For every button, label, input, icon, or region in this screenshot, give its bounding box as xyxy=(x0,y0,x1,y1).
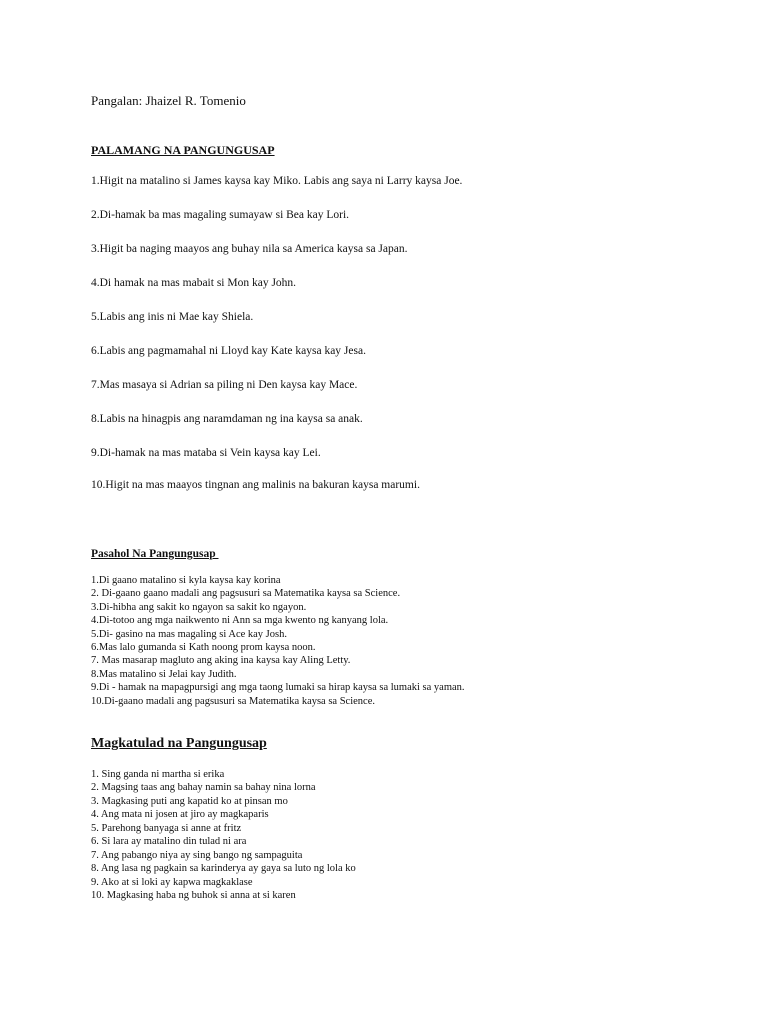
list-item: 10.Higit na mas maayos tingnan ang malinis na bakuran kaysa marumi. xyxy=(91,479,420,491)
list-item: 2.Di-hamak ba mas magaling sumayaw si Bea kay Lori. xyxy=(91,209,350,221)
section-heading-pasahol: Pasahol Na Pangungusap xyxy=(91,548,219,560)
section-heading-magkatulad: Magkatulad na Pangungusap xyxy=(91,736,267,751)
list-item: 6. Si lara ay matalino din tulad ni ara xyxy=(91,836,247,848)
list-item: 3. Magkasing puti ang kapatid ko at pinsan mo xyxy=(91,795,288,807)
list-item: 5.Labis ang inis ni Mae kay Shiela. xyxy=(91,311,254,323)
list-item: 1. Sing ganda ni martha si erika xyxy=(91,769,225,780)
list-item: 8. Ang lasa ng pagkain sa karinderya ay gaya sa luto ng lola ko xyxy=(91,863,356,875)
list-item: 3.Di-hibha ang sakit ko ngayon sa sakit ko ngayon. xyxy=(91,601,307,613)
list-item: 4. Ang mata ni josen at jiro ay magkaparis xyxy=(91,809,269,821)
list-item: 3.Higit ba naging maayos ang buhay nila sa America kaysa sa Japan. xyxy=(91,243,408,255)
section-heading-palamang: PALAMANG NA PANGUNGUSAP xyxy=(91,143,275,157)
list-item: 6.Mas lalo gumanda si Kath noong prom kaysa noon. xyxy=(91,641,316,653)
sentence-list-palamang xyxy=(91,164,462,500)
list-item: 9. Ako at si loki ay kapwa magkaklase xyxy=(91,876,253,888)
list-item: 9.Di - hamak na mapagpursigi ang mga taong lumaki sa hirap kaysa sa lumaki sa yaman. xyxy=(91,682,465,694)
list-item: 5. Parehong banyaga si anne at fritz xyxy=(91,822,242,834)
list-item: 7.Mas masaya si Adrian sa piling ni Den kaysa kay Mace. xyxy=(91,379,358,391)
list-item: 4.Di hamak na mas mabait si Mon kay John. xyxy=(91,277,297,289)
list-item: 1.Higit na matalino si James kaysa kay Miko. Labis ang saya ni Larry kaysa Joe. xyxy=(91,175,463,187)
list-item: 8.Mas matalino si Jelai kay Judith. xyxy=(91,668,237,680)
list-item: 9.Di-hamak na mas mataba si Vein kaysa kay Lei. xyxy=(91,447,321,459)
list-item: 6.Labis ang pagmamahal ni Lloyd kay Kate kaysa kay Jesa. xyxy=(91,345,366,357)
list-item: 7. Mas masarap magluto ang aking ina kaysa kay Aling Letty. xyxy=(91,655,351,667)
list-item: 5.Di- gasino na mas magaling si Ace kay Josh. xyxy=(91,628,287,640)
sentence-list-pasahol xyxy=(91,574,465,708)
list-item: 7. Ang pabango niya ay sing bango ng sampaguita xyxy=(91,849,303,861)
list-item: 1.Di gaano matalino si kyla kaysa kay korina xyxy=(91,575,281,586)
name-line: Pangalan: Jhaizel R. Tomenio xyxy=(91,93,246,108)
sentence-list-magkatulad xyxy=(91,768,356,902)
list-item: 2. Magsing taas ang bahay namin sa bahay nina lorna xyxy=(91,782,316,794)
list-item: 10. Magkasing haba ng buhok si anna at si karen xyxy=(91,889,296,901)
list-item: 2. Di-gaano gaano madali ang pagsusuri sa Matematika kaysa sa Science. xyxy=(91,588,401,600)
list-item: 10.Di-gaano madali ang pagsusuri sa Matematika kaysa sa Science. xyxy=(91,695,375,707)
list-item: 4.Di-totoo ang mga naikwento ni Ann sa mga kwento ng kanyang lola. xyxy=(91,615,389,627)
list-item: 8.Labis na hinagpis ang naramdaman ng ina kaysa sa anak. xyxy=(91,413,363,425)
